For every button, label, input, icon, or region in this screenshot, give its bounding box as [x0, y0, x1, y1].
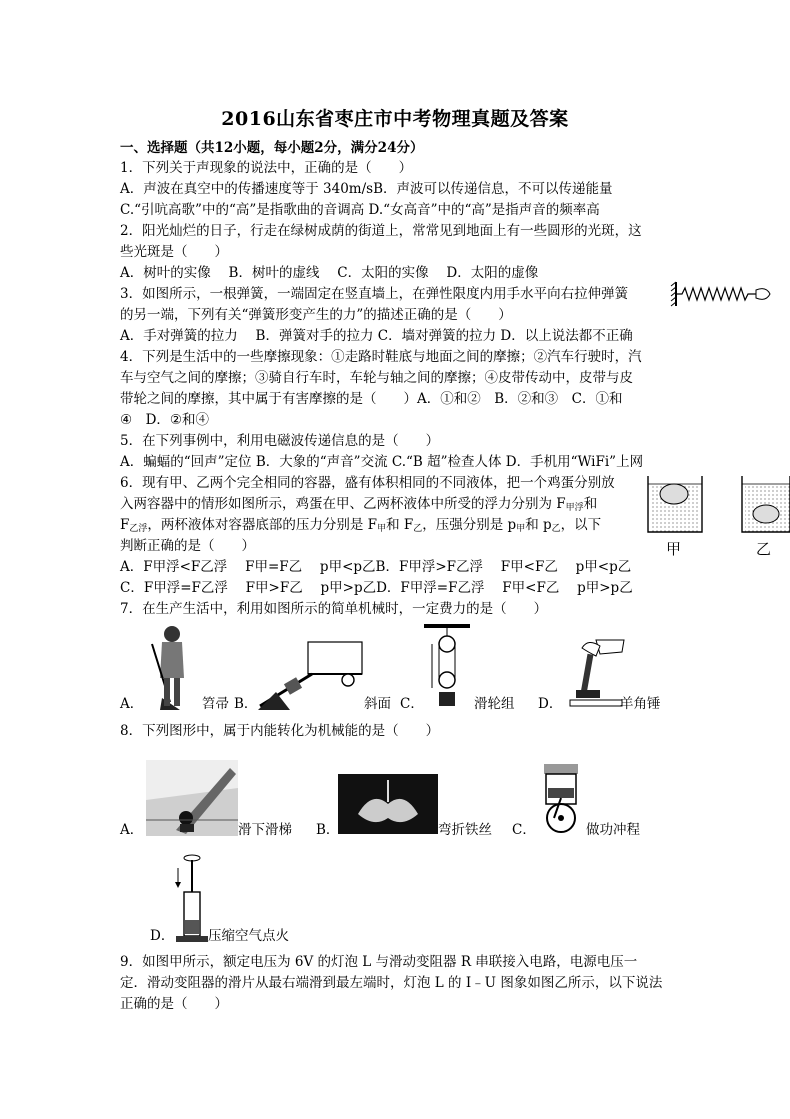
- q8-option-b-letter: B．: [316, 822, 340, 838]
- paper-title: 2016山东省枣庄市中考物理真题及答案: [221, 108, 569, 130]
- broom-figure: [140, 622, 202, 710]
- q8-option-c-text: 做功冲程: [586, 822, 640, 838]
- slide-figure: [146, 760, 238, 836]
- q6-line4: 判断正确的是（ ）: [120, 538, 255, 554]
- q8-stem: 8．下列图形中，属于内能转化为机械能的是（ ）: [120, 723, 440, 739]
- q1-options-line1: A．声波在真空中的传播速度等于 340m/sB．声波可以传递信息，不可以传递能量: [120, 181, 613, 197]
- q8-option-d-text: 压缩空气点火: [208, 928, 289, 944]
- q3-options: A．手对弹簧的拉力 B．弹簧对手的拉力 C．墙对弹簧的拉力 D．以上说法都不正确: [120, 328, 633, 344]
- q4-line3: 带轮之间的摩擦，其中属于有害摩擦的是（ ）A．①和② B．②和③ C．①和: [120, 391, 623, 407]
- q3-stem-line2: 的另一端，下列有关“弹簧形变产生的力”的描述正确的是（ ）: [120, 307, 512, 323]
- q6-line3: F乙浮，两杯液体对容器底部的压力分别是 F甲和 F乙，压强分别是 p甲和 p乙，以下: [120, 517, 602, 534]
- q7-option-a-text: 笤帚: [202, 696, 229, 712]
- compressed-air-ignition-figure: [172, 854, 212, 944]
- q1-options-line2: C.“引吭高歌”中的“高”是指歌曲的音调高 D.“女高音”中的“高”是指声音的频率高: [120, 202, 600, 218]
- q7-option-d-text: 羊角锤: [620, 696, 661, 712]
- q8-option-a-text: 滑下滑梯: [238, 822, 292, 838]
- q4-line1: 4．下列是生活中的一些摩擦现象：①走路时鞋底与地面之间的摩擦；②汽车行驶时，汽: [120, 349, 642, 365]
- q4-line2: 车与空气之间的摩擦；③骑自行车时，车轮与轴之间的摩擦；④皮带传动中，皮带与皮: [120, 370, 633, 386]
- section-heading: 一、选择题（共12小题，每小题2分，满分24分）: [120, 140, 424, 156]
- q7-option-c-letter: C．: [400, 696, 424, 712]
- q5-stem: 5．在下列事例中，利用电磁波传递信息的是（ ）: [120, 433, 440, 449]
- claw-hammer-figure: [566, 636, 628, 710]
- figure-label-jia: 甲: [666, 540, 682, 558]
- q3-stem-line1: 3．如图所示，一根弹簧，一端固定在竖直墙上，在弹性限度内用手水平向右拉伸弹簧: [120, 286, 629, 302]
- q7-stem: 7．在生产生活中，利用如图所示的简单机械时，一定费力的是（ ）: [120, 601, 548, 617]
- figure-label-yi: 乙: [756, 540, 772, 558]
- q9-line2: 定．滑动变阻器的滑片从最右端滑到最左端时，灯泡 L 的 I﹣U 图象如图乙所示，以下说法: [120, 975, 663, 991]
- q8-option-a-letter: A．: [120, 822, 144, 838]
- q9-line1: 9．如图甲所示，额定电压为 6V 的灯泡 L 与滑动变阻器 R 串联接入电路，电源电压一: [120, 954, 638, 970]
- q9-line3: 正确的是（ ）: [120, 996, 228, 1012]
- power-stroke-engine-figure: [534, 762, 588, 836]
- q8-option-d-letter: D．: [150, 928, 175, 944]
- q6-options-cd: C．F甲浮=F乙浮 F甲>F乙 p甲>p乙D．F甲浮=F乙浮 F甲<F乙 p甲>p乙: [120, 580, 633, 596]
- q6-line2: 入两容器中的情形如图所示，鸡蛋在甲、乙两杯液体中所受的浮力分别为 F甲浮和: [120, 496, 598, 513]
- pulley-block-figure: [424, 624, 470, 710]
- q2-options: A．树叶的实像 B．树叶的虚线 C．太阳的实像 D．太阳的虚像: [120, 265, 539, 281]
- q7-option-b-text: 斜面: [364, 696, 391, 712]
- q8-option-c-letter: C．: [512, 822, 536, 838]
- q2-stem-line1: 2．阳光灿烂的日子，行走在绿树成荫的街道上，常常见到地面上有一些圆形的光斑，这: [120, 223, 642, 239]
- spring-wall-figure: [670, 280, 774, 308]
- q8-option-b-text: 弯折铁丝: [438, 822, 492, 838]
- slope-figure: [256, 634, 364, 710]
- q7-option-b-letter: B．: [234, 696, 258, 712]
- q7-option-a-letter: A．: [120, 696, 144, 712]
- q7-option-d-letter: D．: [538, 696, 563, 712]
- bending-wire-figure: [338, 774, 438, 834]
- q5-options: A．蝙蝠的“回声”定位 B．大象的“声音”交流 C.“B 超”检查人体 D．手机用“WiFi”上网: [120, 454, 644, 470]
- q4-line4: ④ D．②和④: [120, 412, 210, 428]
- q2-stem-line2: 些光斑是（ ）: [120, 244, 228, 260]
- q7-option-c-text: 滑轮组: [474, 696, 515, 712]
- q1-stem: 1．下列关于声现象的说法中，正确的是（ ）: [120, 160, 413, 176]
- q6-line1: 6．现有甲、乙两个完全相同的容器，盛有体积相同的不同液体，把一个鸡蛋分别放: [120, 475, 615, 491]
- q6-options-ab: A．F甲浮<F乙浮 F甲=F乙 p甲<p乙B．F甲浮>F乙浮 F甲<F乙 p甲<p乙: [120, 559, 632, 575]
